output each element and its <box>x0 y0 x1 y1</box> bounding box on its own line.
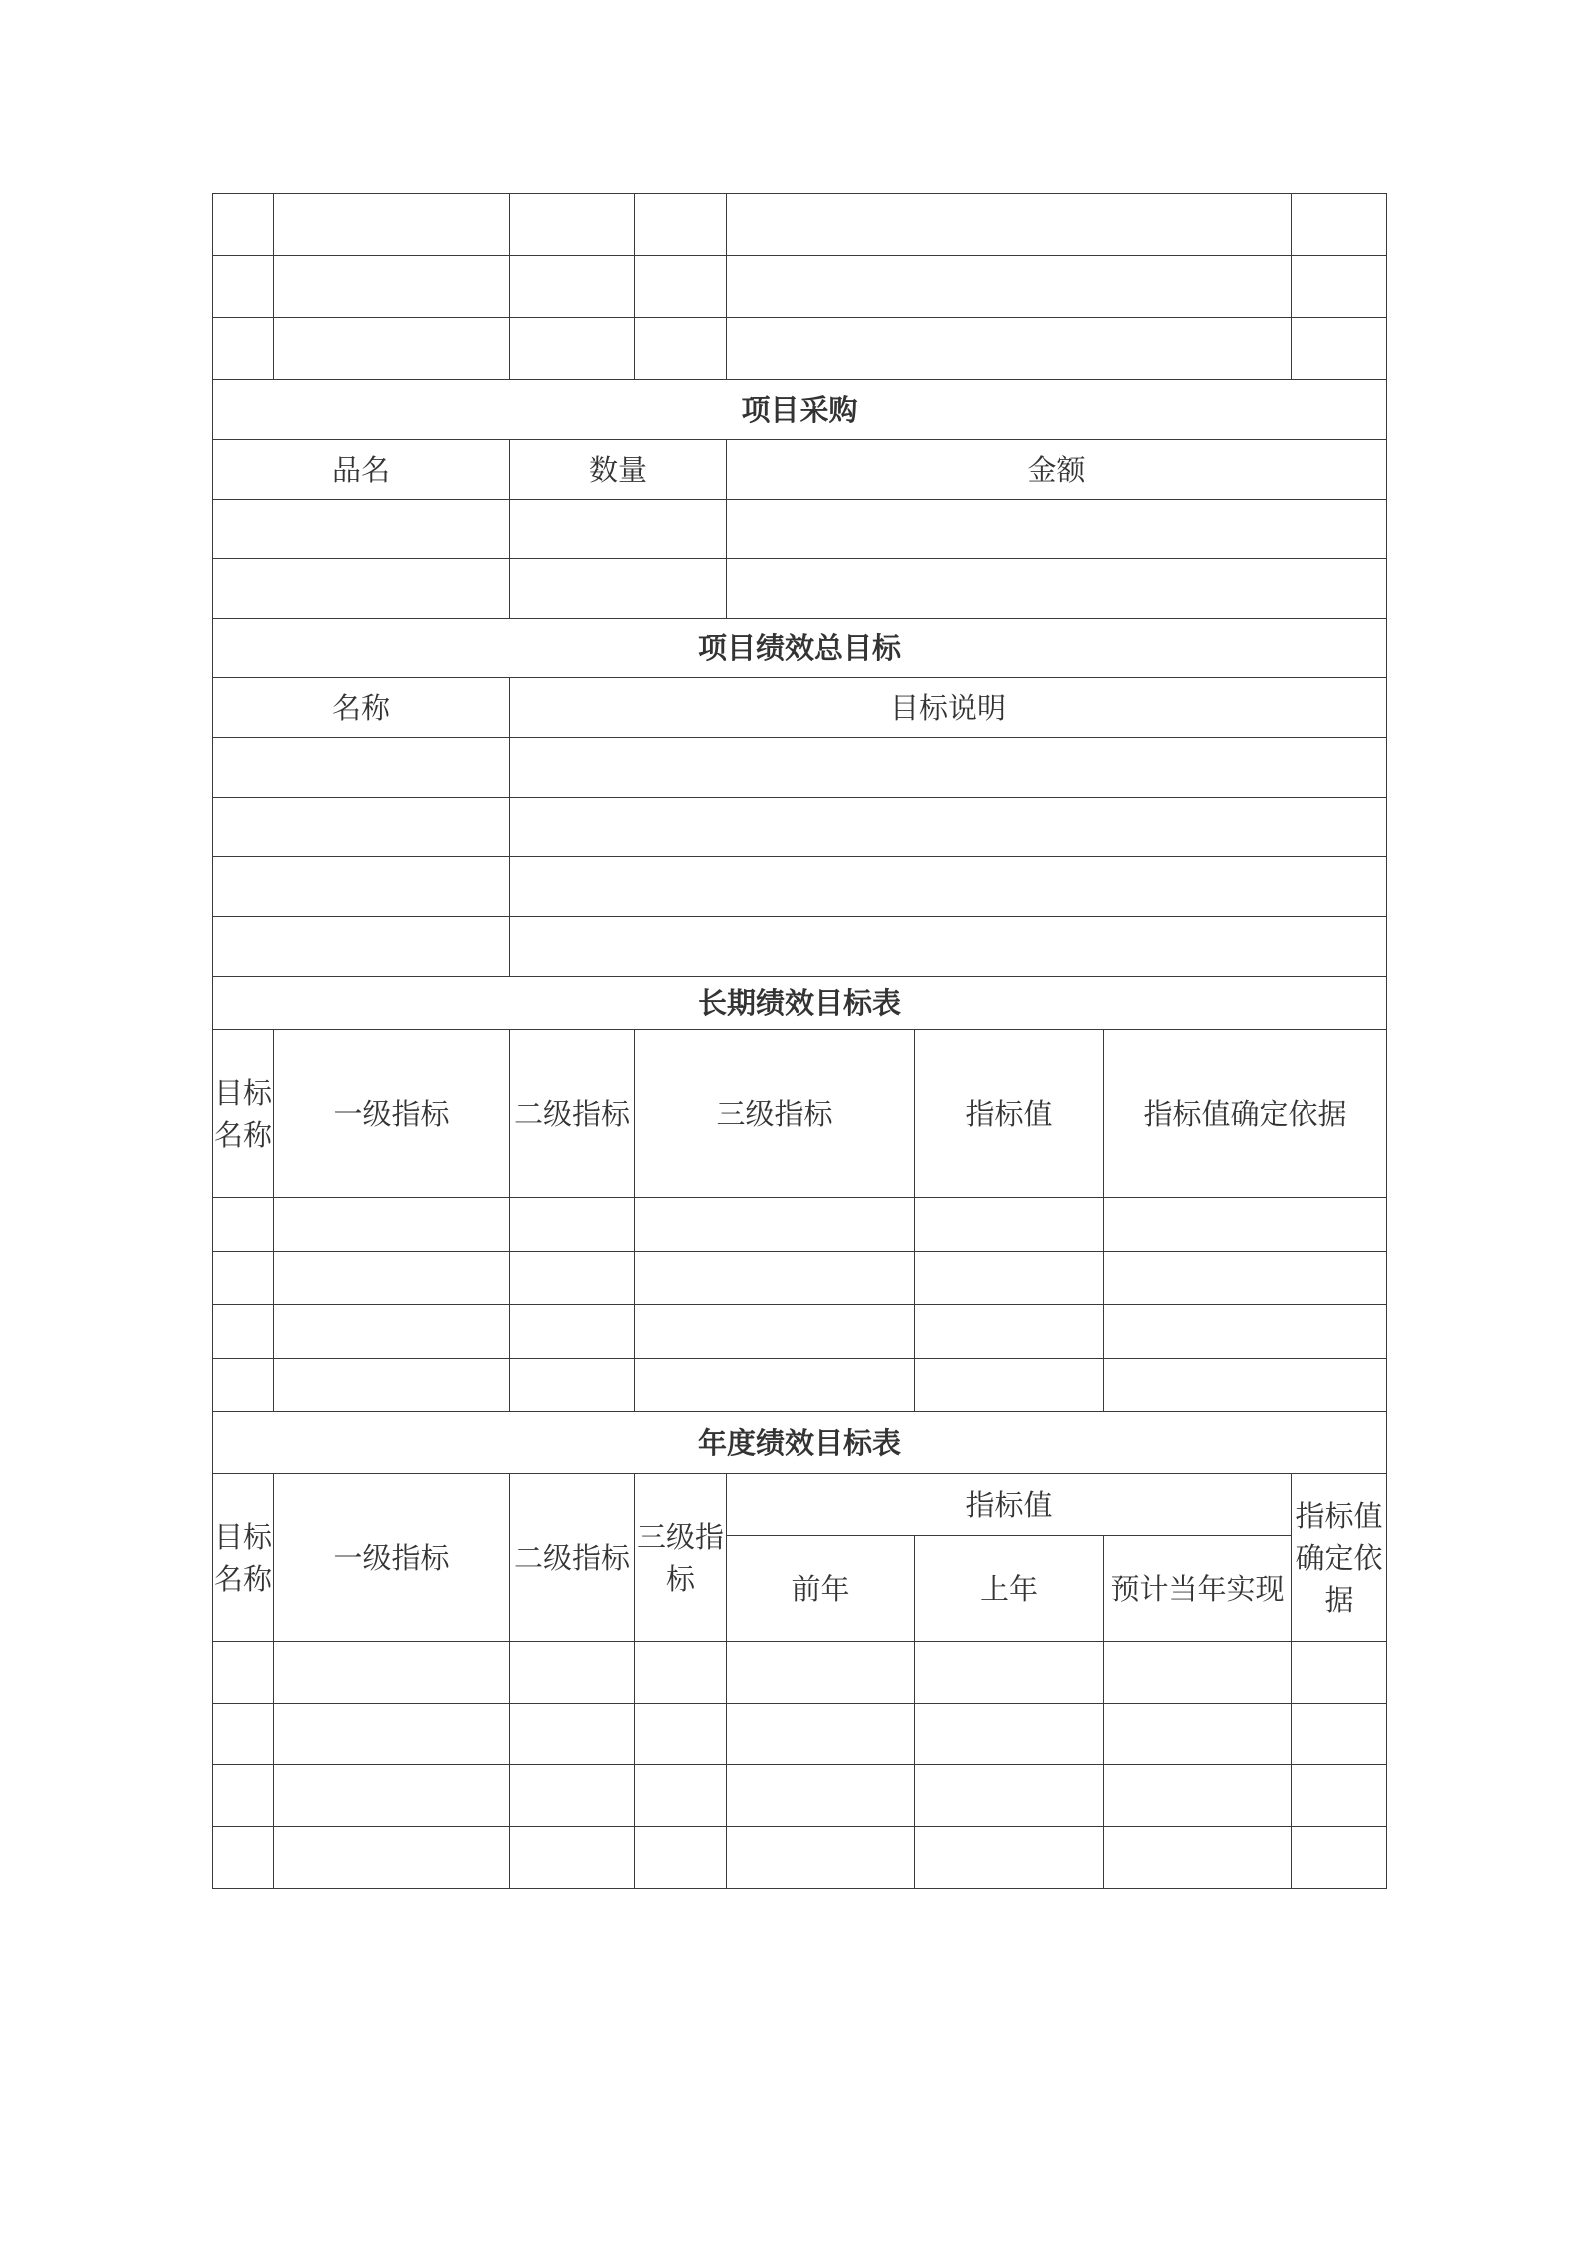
table-row <box>213 500 1387 559</box>
header-goal-name: 目标名称 <box>213 1474 274 1642</box>
header-value: 指标值 <box>915 1030 1104 1198</box>
table-row <box>213 194 1387 256</box>
table-row <box>213 1827 1387 1889</box>
header-expected-this-year: 预计当年实现 <box>1104 1536 1292 1642</box>
table-row <box>213 559 1387 619</box>
header-level2: 二级指标 <box>510 1030 635 1198</box>
long-term-header-row <box>213 1030 1387 1198</box>
header-basis: 指标值确定依据 <box>1292 1474 1387 1642</box>
purchase-header-row <box>213 440 1387 500</box>
header-level1: 一级指标 <box>274 1030 510 1198</box>
section-title-long-term: 长期绩效目标表 <box>213 977 1387 1030</box>
section-title-annual: 年度绩效目标表 <box>213 1412 1387 1474</box>
table-row <box>213 738 1387 798</box>
table-row <box>213 917 1387 977</box>
section-title-purchase: 项目采购 <box>213 380 1387 440</box>
header-value: 指标值 <box>727 1474 1292 1536</box>
annual-header-row <box>213 1474 1387 1536</box>
table-row <box>213 1704 1387 1765</box>
header-item-name: 品名 <box>213 440 510 500</box>
section-title-overall-goal: 项目绩效总目标 <box>213 619 1387 678</box>
table-row <box>213 1765 1387 1827</box>
table-row <box>213 1198 1387 1252</box>
header-name: 名称 <box>213 678 510 738</box>
header-goal-name: 目标名称 <box>213 1030 274 1198</box>
header-last-year: 上年 <box>915 1536 1104 1642</box>
table-row <box>213 1642 1387 1704</box>
table-row <box>213 1305 1387 1359</box>
header-amount: 金额 <box>727 440 1387 500</box>
header-goal-description: 目标说明 <box>510 678 1387 738</box>
table-row <box>213 256 1387 318</box>
header-level3: 三级指标 <box>635 1030 915 1198</box>
header-basis: 指标值确定依据 <box>1104 1030 1387 1198</box>
table-row <box>213 798 1387 857</box>
table-row <box>213 1359 1387 1412</box>
header-level2: 二级指标 <box>510 1474 635 1642</box>
header-level3: 三级指标 <box>635 1474 727 1642</box>
table-row <box>213 1252 1387 1305</box>
table-row <box>213 318 1387 380</box>
budget-form-table <box>212 193 1387 1889</box>
header-quantity: 数量 <box>510 440 727 500</box>
header-year-before-last: 前年 <box>727 1536 915 1642</box>
overall-goal-header-row <box>213 678 1387 738</box>
table-row <box>213 857 1387 917</box>
header-level1: 一级指标 <box>274 1474 510 1642</box>
